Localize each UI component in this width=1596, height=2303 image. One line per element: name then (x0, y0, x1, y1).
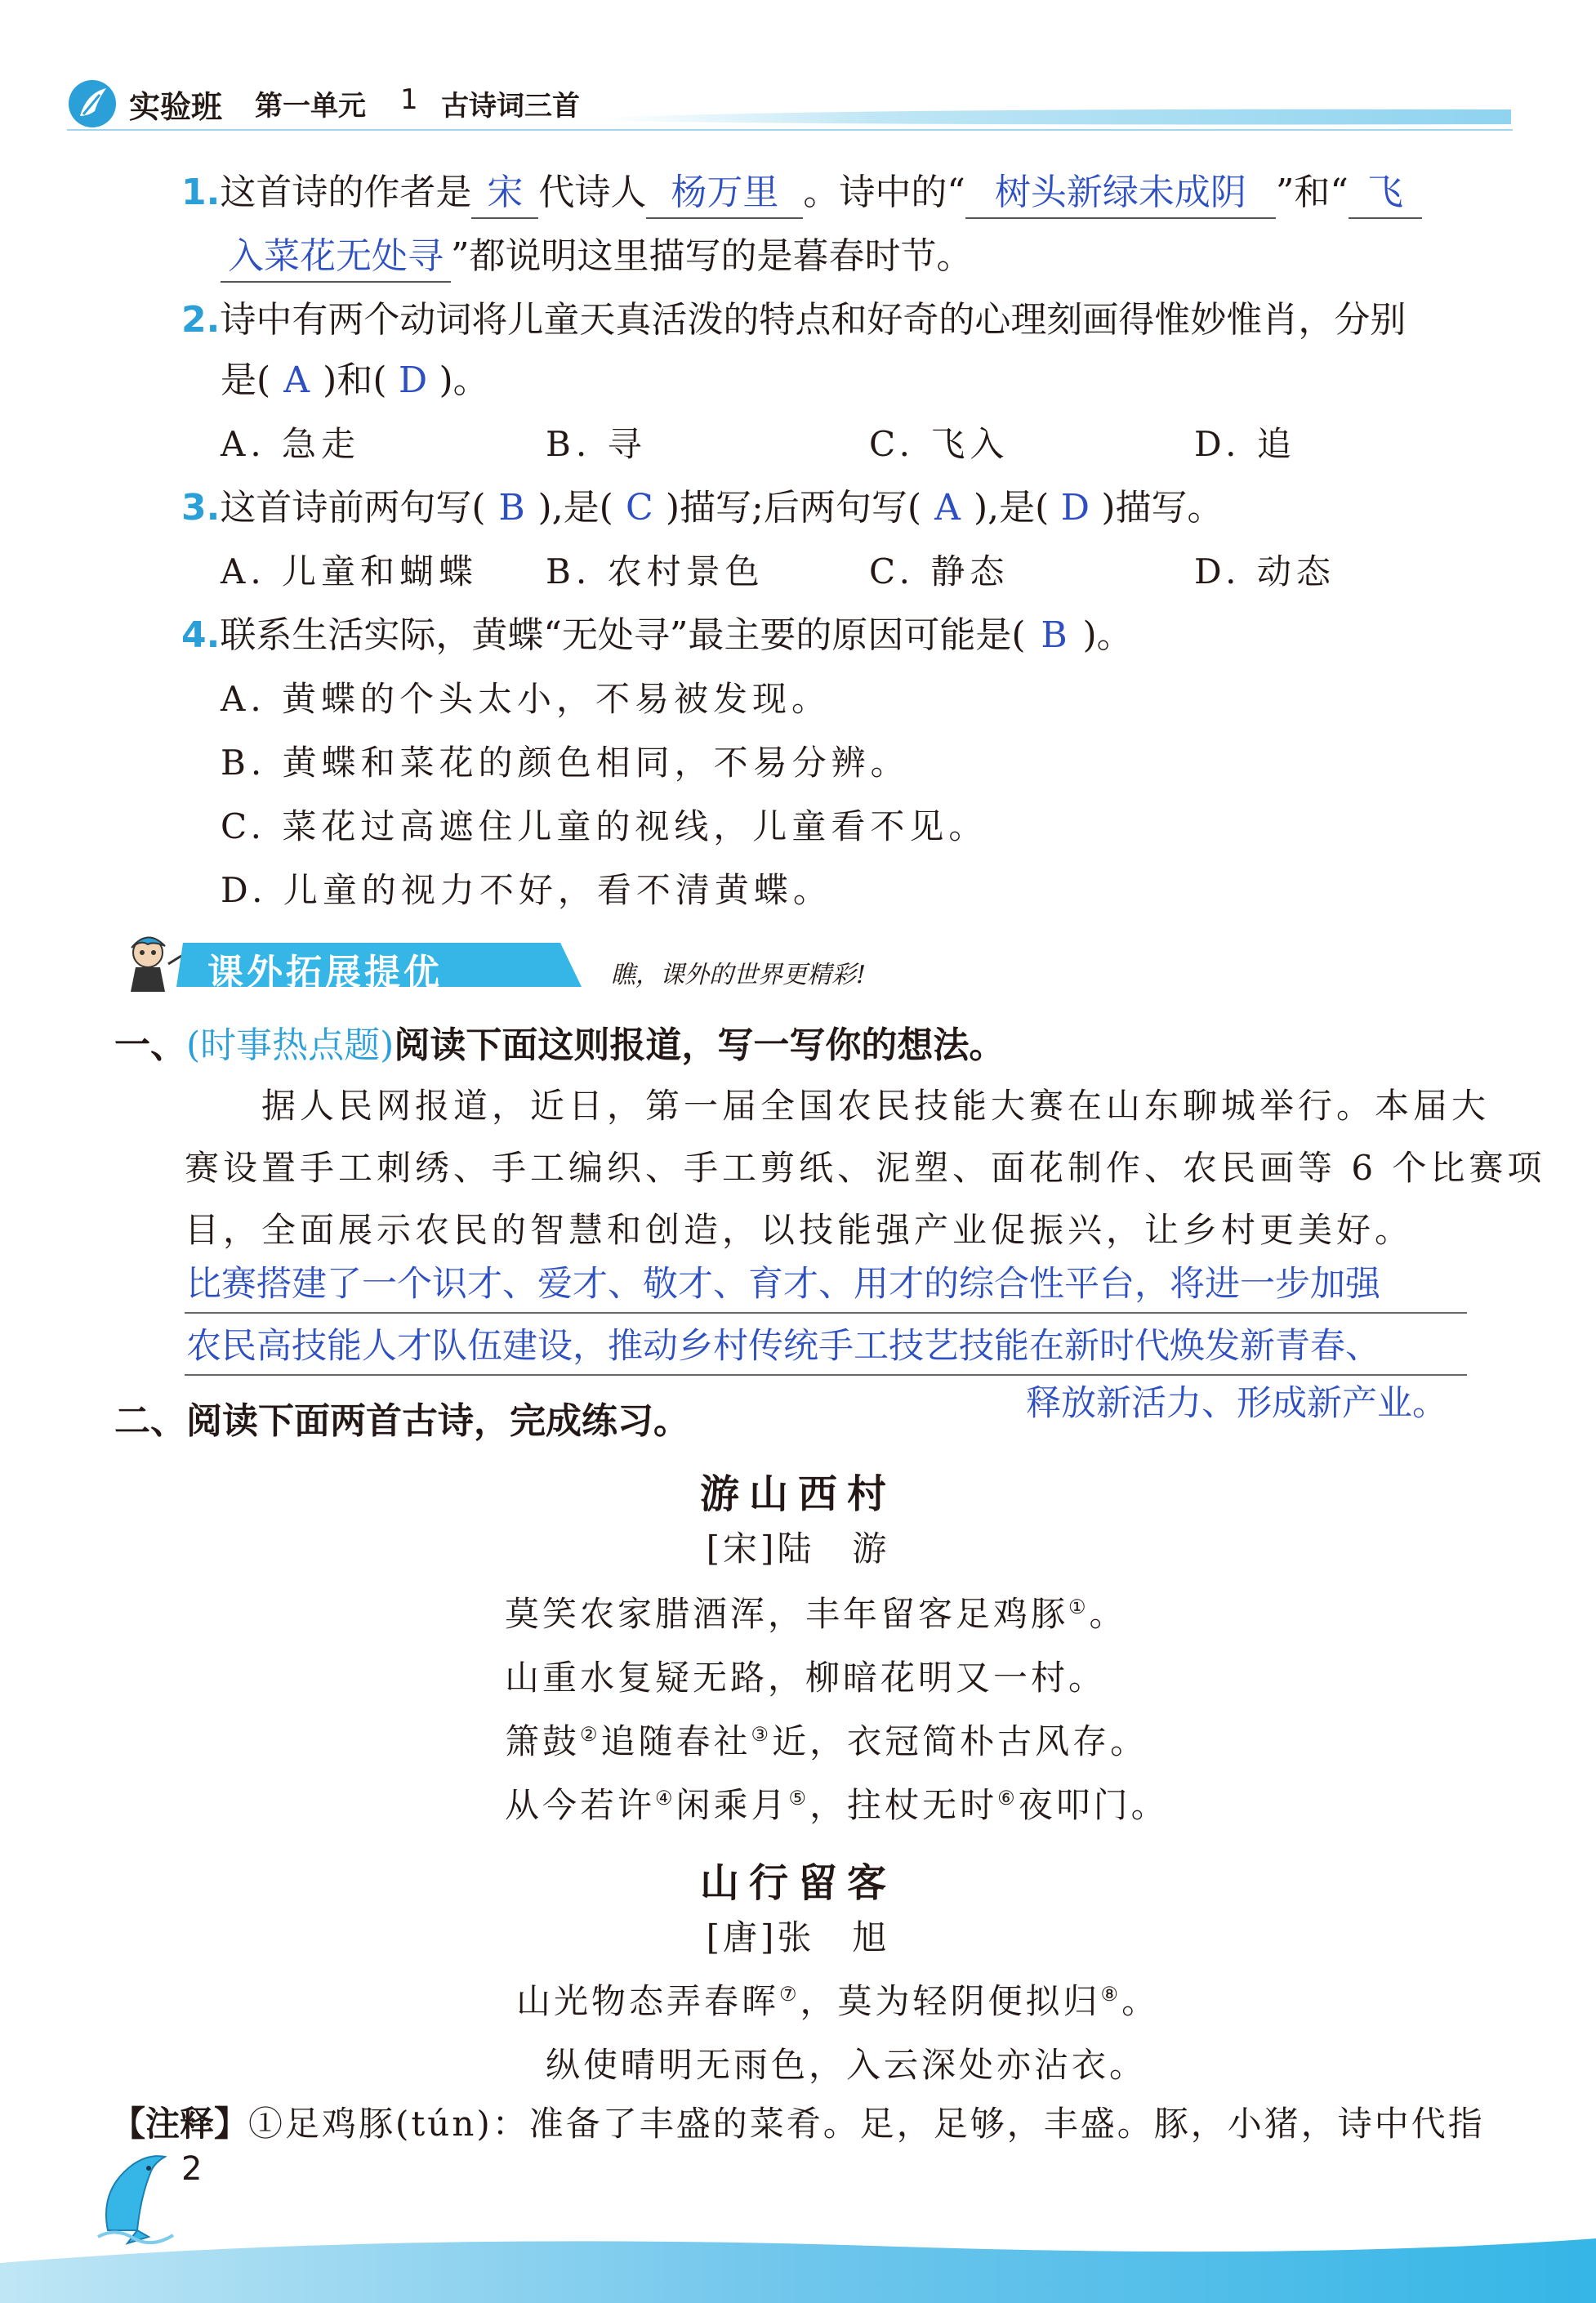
question-text: 是( (221, 359, 271, 401)
answer-line-2[interactable]: 农民高技能人才队伍建设，推动乡村传统手工技艺技能在新时代焕发新青春、 (186, 1326, 1380, 1367)
footnote-marker: ⑧ (1100, 1983, 1122, 2006)
question-4-option-c[interactable]: C. 菜花过高遮住儿童的视线，儿童看不见。 (221, 806, 988, 846)
footnote-marker: ② (580, 1723, 601, 1746)
poem-text: 近，衣冠简朴古风存。 (772, 1721, 1148, 1761)
poem-text: ，拄杖无时 (809, 1785, 998, 1825)
part-instruction: 阅读下面两首古诗，完成练习。 (186, 1400, 689, 1442)
poem-2-line-2 (546, 2041, 1147, 2090)
header-lesson-number: 1 (400, 83, 418, 116)
annotation (111, 2100, 1485, 2149)
question-3-line-1 (181, 484, 1224, 533)
question-text: ”和“ (1275, 172, 1349, 213)
question-text: 代诗人 (538, 172, 647, 213)
section-subtitle: 瞧，课外的世界更精彩! (611, 961, 867, 989)
answer-rule (185, 1312, 1467, 1314)
annotation-label: 【注释】 (111, 2104, 249, 2144)
answer-blank[interactable]: 宋 (471, 168, 538, 219)
poem-1-line-2 (505, 1654, 1106, 1703)
poem-2-author: [唐]张 旭 (706, 1917, 890, 1957)
question-text: )。 (439, 359, 489, 401)
question-2-option-a[interactable]: A. 急走 (221, 424, 361, 464)
answer-rule (185, 1374, 1467, 1376)
question-text: 这首诗前两句写( (220, 487, 486, 529)
part-2-heading (114, 1397, 689, 1446)
poem-text: 。 (1121, 1981, 1160, 2021)
question-4-line-1 (181, 611, 1133, 660)
footer-wave (0, 2206, 1596, 2303)
question-4-option-a[interactable]: A. 黄蝶的个头太小，不易被发现。 (221, 679, 831, 719)
poem-text: ，莫为轻阴便拟归 (800, 1981, 1101, 2021)
question-text: 这首诗的作者是 (220, 172, 472, 213)
footnote-marker: ③ (751, 1723, 773, 1746)
question-2-option-d[interactable]: D. 追 (1194, 424, 1296, 464)
header-series: 实验班 (129, 89, 223, 125)
report-line-1: 据人民网报道，近日，第一届全国农民技能大赛在山东聊城举行。本届大 (261, 1086, 1491, 1126)
footnote-marker: ⑦ (779, 1983, 800, 2006)
poem-text: 追随春社 (600, 1721, 751, 1761)
question-number: 2. (181, 299, 221, 341)
report-line-2: 赛设置手工刺绣、手工编织、手工剪纸、泥塑、面花制作、农民画等 6 个比赛项 (185, 1148, 1546, 1188)
question-text: 。诗中的“ (803, 172, 965, 213)
answer-blank[interactable]: A (283, 359, 310, 401)
poem-1-title: 游山西村 (699, 1471, 896, 1517)
poem-1-author: [宋]陆 游 (706, 1529, 890, 1569)
topic-tag: (时事热点题) (186, 1024, 395, 1066)
header-rule (67, 129, 1513, 131)
answer-blank[interactable]: D (398, 359, 428, 401)
footnote-marker: ⑥ (997, 1787, 1019, 1810)
poem-1-line-4 (505, 1781, 1169, 1830)
answer-blank[interactable]: 入菜花无处寻 (221, 232, 451, 283)
question-text: ),是( (537, 487, 613, 529)
header (0, 0, 1596, 131)
poem-text: 山重水复疑无路，柳暗花明又一村。 (505, 1658, 1107, 1698)
question-1-line-2 (221, 232, 973, 283)
question-text: )。 (1082, 614, 1133, 656)
header-unit: 第一单元 (255, 90, 366, 123)
poem-text: 。 (1089, 1594, 1127, 1634)
poem-text: 箫鼓 (505, 1721, 581, 1761)
mascot-icon (111, 931, 185, 997)
footnote-marker: ⑤ (788, 1787, 810, 1810)
question-3-option-c[interactable]: C. 静态 (869, 551, 1010, 591)
question-4-option-d[interactable]: D. 儿童的视力不好，看不清黄蝶。 (221, 870, 832, 910)
header-lesson-title: 古诗词三首 (441, 90, 580, 123)
question-text: )描写。 (1101, 487, 1224, 529)
answer-blank[interactable]: A (934, 487, 961, 529)
page-number: 2 (181, 2150, 203, 2188)
question-number: 3. (181, 487, 221, 529)
poem-1-line-1 (505, 1590, 1127, 1639)
question-text: ”都说明这里描写的是暮春时节。 (451, 235, 973, 277)
poem-text: 莫笑农家腊酒浑，丰年留客足鸡豚 (505, 1594, 1069, 1634)
question-3-option-a[interactable]: A. 儿童和蝴蝶 (221, 551, 479, 591)
report-line-3: 目，全面展示农民的智慧和创造，以技能强产业促振兴，让乡村更美好。 (185, 1210, 1414, 1250)
header-stripe (604, 105, 1511, 129)
poem-2-title: 山行留客 (699, 1860, 896, 1906)
part-label: 二、 (114, 1400, 186, 1442)
part-label: 一、 (114, 1024, 186, 1066)
answer-line-1[interactable]: 比赛搭建了一个识才、爱才、敬才、育才、用才的综合性平台，将进一步加强 (186, 1264, 1380, 1305)
question-number: 1. (181, 172, 221, 213)
feather-logo-icon (67, 78, 118, 129)
answer-blank[interactable]: 飞 (1349, 168, 1422, 219)
question-2-line-2 (221, 356, 489, 405)
footnote-marker: ④ (655, 1787, 676, 1810)
annotation-text: ①足鸡豚(tún)：准备了丰盛的菜肴。足，足够，丰盛。豚，小猪，诗中代指 (248, 2104, 1485, 2144)
question-text: )和( (323, 359, 387, 401)
answer-blank[interactable]: B (498, 487, 525, 529)
question-text: ),是( (974, 487, 1050, 529)
answer-blank[interactable]: C (626, 487, 653, 529)
question-text: 联系生活实际，黄蝶“无处寻”最主要的原因可能是( (220, 614, 1026, 656)
answer-blank[interactable]: D (1060, 487, 1090, 529)
answer-blank[interactable]: 树头新绿未成阴 (965, 168, 1276, 219)
question-number: 4. (181, 614, 221, 656)
answer-blank[interactable]: B (1041, 614, 1068, 656)
question-4-option-b[interactable]: B. 黄蝶和菜花的颜色相同，不易分辨。 (221, 743, 910, 783)
question-2-line-1 (181, 296, 1406, 345)
poem-1-line-3 (505, 1717, 1148, 1766)
answer-blank[interactable]: 杨万里 (646, 168, 803, 219)
part-1-heading (114, 1021, 1005, 1070)
part-instruction: 阅读下面这则报道，写一写你的想法。 (394, 1024, 1005, 1066)
question-text: 诗中有两个动词将儿童天真活泼的特点和好奇的心理刻画得惟妙惟肖，分别 (220, 299, 1407, 341)
question-3-option-b[interactable]: B. 农村景色 (546, 551, 765, 591)
section-title: 课外拓展提优 (207, 952, 443, 993)
poem-text: 从今若许 (505, 1785, 656, 1825)
poem-text: 闲乘月 (675, 1785, 789, 1825)
question-2-option-c[interactable]: C. 飞入 (869, 424, 1010, 464)
poem-text: 纵使晴明无雨色，入云深处亦沾衣。 (546, 2045, 1148, 2085)
question-text: )描写;后两句写( (665, 487, 921, 529)
answer-line-3[interactable]: 释放新活力、形成新产业。 (1026, 1383, 1447, 1424)
question-2-option-b[interactable]: B. 寻 (546, 424, 647, 464)
question-1-line-1 (181, 168, 1422, 219)
question-3-option-d[interactable]: D. 动态 (1194, 551, 1335, 591)
footnote-marker: ① (1068, 1596, 1090, 1618)
section-banner (111, 931, 867, 997)
poem-text: 夜叩门。 (1018, 1785, 1169, 1825)
poem-2-line-1 (516, 1977, 1159, 2026)
poem-text: 山光物态弄春晖 (516, 1981, 780, 2021)
